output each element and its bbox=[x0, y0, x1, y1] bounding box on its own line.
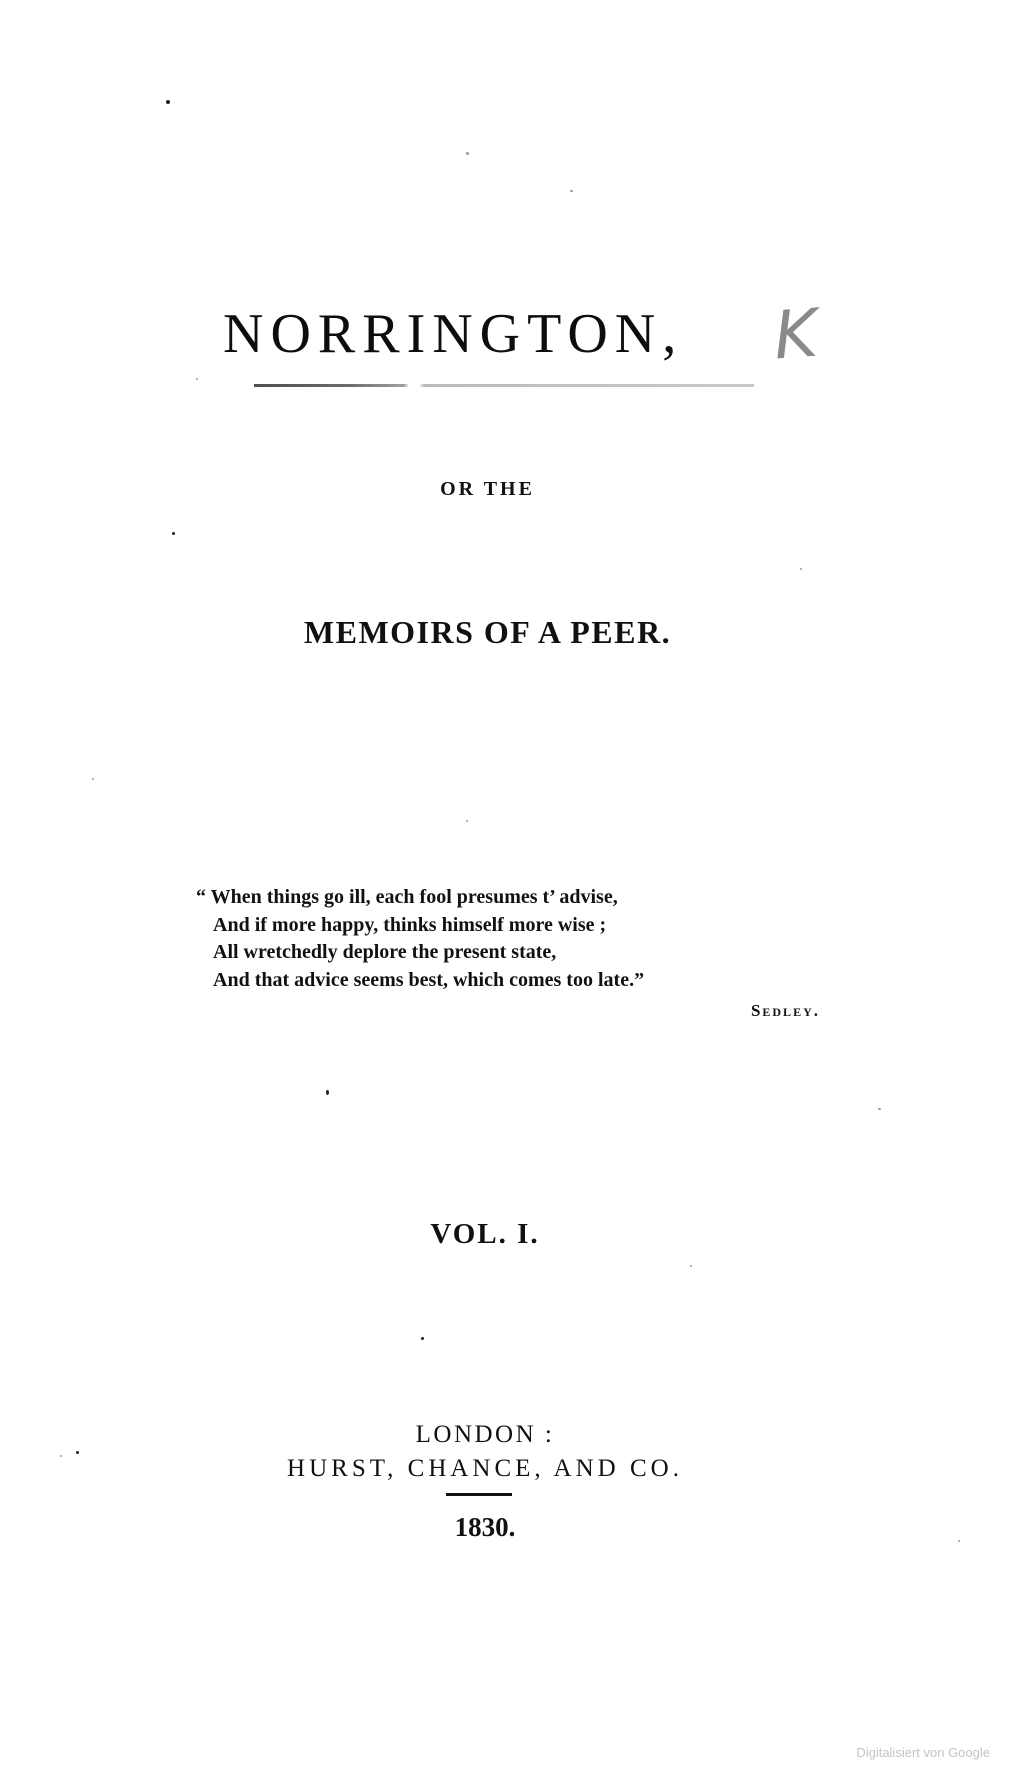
epigraph-line: And if more happy, thinks himself more wise ; bbox=[213, 913, 607, 936]
scan-speck bbox=[76, 1451, 79, 1454]
scan-speck bbox=[570, 190, 573, 192]
imprint-publisher: HURST, CHANCE, AND CO. bbox=[287, 1455, 683, 1482]
book-title: NORRINGTON, bbox=[223, 303, 684, 365]
imprint-city: LONDON : bbox=[415, 1421, 555, 1448]
title-underline bbox=[254, 384, 754, 387]
scan-speck bbox=[421, 1337, 424, 1340]
scan-speck bbox=[166, 100, 170, 104]
scan-speck bbox=[466, 820, 468, 822]
imprint-rule bbox=[446, 1493, 512, 1496]
volume-number: VOL. I. bbox=[430, 1218, 540, 1250]
epigraph-line: And that advice seems best, which comes too late.” bbox=[213, 968, 645, 991]
scan-speck bbox=[878, 1108, 881, 1110]
epigraph-line: All wretchedly deplore the present state, bbox=[213, 941, 557, 963]
imprint-year: 1830. bbox=[454, 1512, 516, 1542]
scan-speck bbox=[466, 152, 469, 155]
scan-speck bbox=[172, 532, 175, 535]
scan-speck bbox=[800, 568, 802, 570]
scan-speck bbox=[690, 1265, 692, 1267]
book-subtitle: MEMOIRS OF A PEER. bbox=[303, 614, 672, 650]
title-connector: OR THE bbox=[440, 478, 535, 500]
epigraph bbox=[196, 884, 836, 994]
scan-speck bbox=[92, 778, 94, 780]
scan-speck bbox=[196, 378, 198, 380]
digitization-watermark: Digitalisiert von Google bbox=[856, 1745, 990, 1760]
epigraph-attribution: Sedley. bbox=[750, 1001, 820, 1020]
pencil-annotation: K bbox=[771, 294, 820, 375]
epigraph-line: “ When things go ill, each fool presumes t’ advise, bbox=[196, 886, 618, 908]
scan-speck bbox=[326, 1090, 329, 1095]
